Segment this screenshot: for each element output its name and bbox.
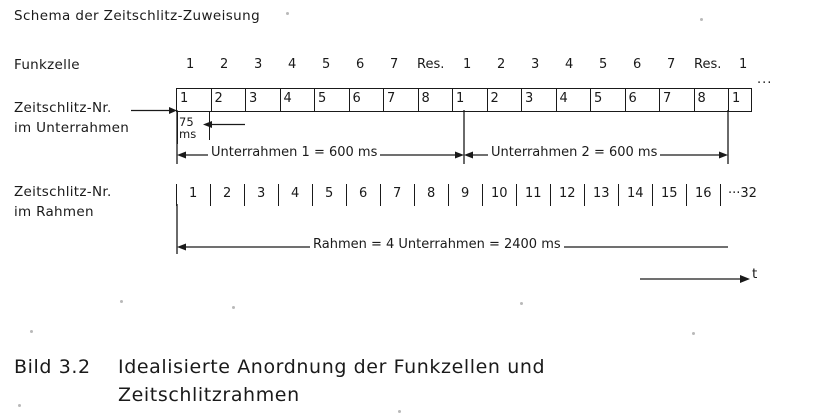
funkzelle-num: Res. (694, 57, 722, 72)
timeslot-cell-number: 2 (490, 91, 499, 106)
frame-divider (244, 184, 245, 206)
frame-divider (278, 184, 279, 206)
time-axis-arrow-icon (640, 272, 750, 286)
row-label-zeitschlitz-nr-frame: Zeitschlitz-Nr. (14, 184, 112, 200)
frame-slot-number: 12 (559, 186, 576, 201)
frame-slot-number: 2 (223, 186, 232, 201)
timeslot-cell-number: 4 (283, 91, 292, 106)
frame-divider (516, 184, 517, 206)
timeslot-cell[interactable] (557, 89, 592, 111)
timeslot-cell[interactable] (419, 89, 454, 111)
row-label-im-rahmen: im Rahmen (14, 204, 94, 220)
frame-slot-number: 15 (661, 186, 678, 201)
frame-divider (550, 184, 551, 206)
slot-duration-value: 75 (179, 115, 194, 129)
funkzelle-num: 5 (322, 57, 331, 72)
scan-speckle (286, 12, 289, 15)
frame-divider (210, 184, 211, 206)
row-label-funkzelle: Funkzelle (14, 57, 80, 73)
scan-speckle (398, 410, 401, 413)
timeslot-cell[interactable] (315, 89, 350, 111)
frame-divider (652, 184, 653, 206)
frame-divider (380, 184, 381, 206)
frame-slot-number: 1 (189, 186, 198, 201)
funkzelle-num: 4 (288, 57, 297, 72)
timeslot-strip (176, 88, 752, 112)
timeslot-cell-number: 1 (732, 91, 741, 106)
scan-speckle (700, 18, 703, 21)
frame-divider (414, 184, 415, 206)
frame-divider (720, 184, 721, 206)
timeslot-cell-number: 7 (663, 91, 672, 106)
timeslot-cell[interactable] (626, 89, 661, 111)
strip-continuation-dots: ··· (757, 76, 773, 91)
funkzelle-num: 7 (667, 57, 676, 72)
frame-divider (312, 184, 313, 206)
frame-divider (346, 184, 347, 206)
frame-divider (176, 184, 177, 206)
frame-slot-number: 7 (393, 186, 402, 201)
time-axis-label: t (752, 266, 758, 282)
timeslot-cell[interactable] (281, 89, 316, 111)
funkzelle-num: 2 (220, 57, 229, 72)
subframe-2-label: Unterrahmen 2 = 600 ms (488, 145, 660, 160)
subframe-dimension-row (176, 146, 756, 166)
timeslot-cell-number: 3 (525, 91, 534, 106)
frame-dimension-label: Rahmen = 4 Unterrahmen = 2400 ms (310, 237, 564, 252)
timeslot-cell[interactable] (522, 89, 557, 111)
scan-speckle (120, 300, 123, 303)
timeslot-cell[interactable] (384, 89, 419, 111)
figure-caption (14, 356, 545, 378)
row-label-zeitschlitz-nr-subframe: Zeitschlitz-Nr. (14, 100, 112, 116)
row-label-im-unterrahmen: im Unterrahmen (14, 120, 130, 136)
frame-divider (618, 184, 619, 206)
timeslot-cell[interactable] (591, 89, 626, 111)
funkzelle-num: 1 (739, 57, 748, 72)
timeslot-cell[interactable] (729, 89, 751, 111)
subframe-1-label: Unterrahmen 1 = 600 ms (208, 145, 380, 160)
timeslot-cell[interactable] (246, 89, 281, 111)
timeslot-cell[interactable] (212, 89, 247, 111)
funkzelle-num: 4 (565, 57, 574, 72)
frame-divider (686, 184, 687, 206)
timeslot-cell[interactable] (660, 89, 695, 111)
figure-caption-line-2: Zeitschlitzrahmen (118, 384, 300, 406)
funkzelle-num: Res. (417, 57, 445, 72)
frame-slot-number: 13 (593, 186, 610, 201)
scan-speckle (520, 302, 523, 305)
timeslot-cell-number: 8 (421, 91, 430, 106)
frame-slot-number: 14 (627, 186, 644, 201)
timeslot-cell-number: 6 (628, 91, 637, 106)
scan-speckle (18, 404, 21, 407)
timeslot-cell[interactable] (177, 89, 212, 111)
timeslot-cell-number: 3 (249, 91, 258, 106)
frame-divider (448, 184, 449, 206)
frame-slot-number: 4 (291, 186, 300, 201)
slot-duration-unit: ms (179, 126, 197, 141)
timeslot-cell-number: 7 (387, 91, 396, 106)
funkzelle-num: 6 (633, 57, 642, 72)
label-pointer-arrow-icon (131, 106, 177, 115)
scan-speckle (30, 330, 33, 333)
funkzelle-num: 3 (531, 57, 540, 72)
funkzelle-num: 3 (254, 57, 263, 72)
timeslot-cell-number: 5 (594, 91, 603, 106)
funkzelle-num: 1 (463, 57, 472, 72)
slot-duration-label (179, 117, 203, 140)
frame-divider (482, 184, 483, 206)
funkzelle-num: 1 (186, 57, 195, 72)
frame-slot-number: 11 (525, 186, 542, 201)
funkzelle-num: 7 (390, 57, 399, 72)
figure-number: Bild 3.2 (14, 356, 91, 378)
timeslot-cell-number: 1 (456, 91, 465, 106)
funkzelle-number-row (176, 57, 752, 77)
frame-slot-number: 9 (461, 186, 470, 201)
frame-slot-number: 6 (359, 186, 368, 201)
figure-caption-line-1: Idealisierte Anordnung der Funkzellen und (118, 356, 546, 378)
timeslot-cell[interactable] (488, 89, 523, 111)
timeslot-cell-number: 8 (697, 91, 706, 106)
timeslot-cell-number: 5 (318, 91, 327, 106)
frame-slot-number: 5 (325, 186, 334, 201)
timeslot-cell-number: 4 (559, 91, 568, 106)
schema-title: Schema der Zeitschlitz-Zuweisung (14, 8, 261, 24)
frame-number-row (176, 184, 756, 210)
funkzelle-num: 2 (497, 57, 506, 72)
funkzelle-num: 5 (599, 57, 608, 72)
frame-slot-number: 3 (257, 186, 266, 201)
timeslot-cell[interactable] (695, 89, 730, 111)
frame-slot-number: 8 (427, 186, 436, 201)
frame-slot-number: 16 (695, 186, 712, 201)
frame-dimension-row (176, 237, 756, 260)
frame-slot-number: 10 (491, 186, 508, 201)
timeslot-cell-number: 6 (352, 91, 361, 106)
frame-divider (584, 184, 585, 206)
scan-speckle (232, 306, 235, 309)
frame-slot-tail: ···32 (728, 186, 757, 201)
timeslot-cell[interactable] (350, 89, 385, 111)
timeslot-cell-number: 1 (180, 91, 189, 106)
slot-duration-arrow-icon (203, 120, 245, 129)
timeslot-cell[interactable] (453, 89, 488, 111)
timeslot-cell-number: 2 (214, 91, 223, 106)
scan-speckle (692, 332, 695, 335)
funkzelle-num: 6 (356, 57, 365, 72)
